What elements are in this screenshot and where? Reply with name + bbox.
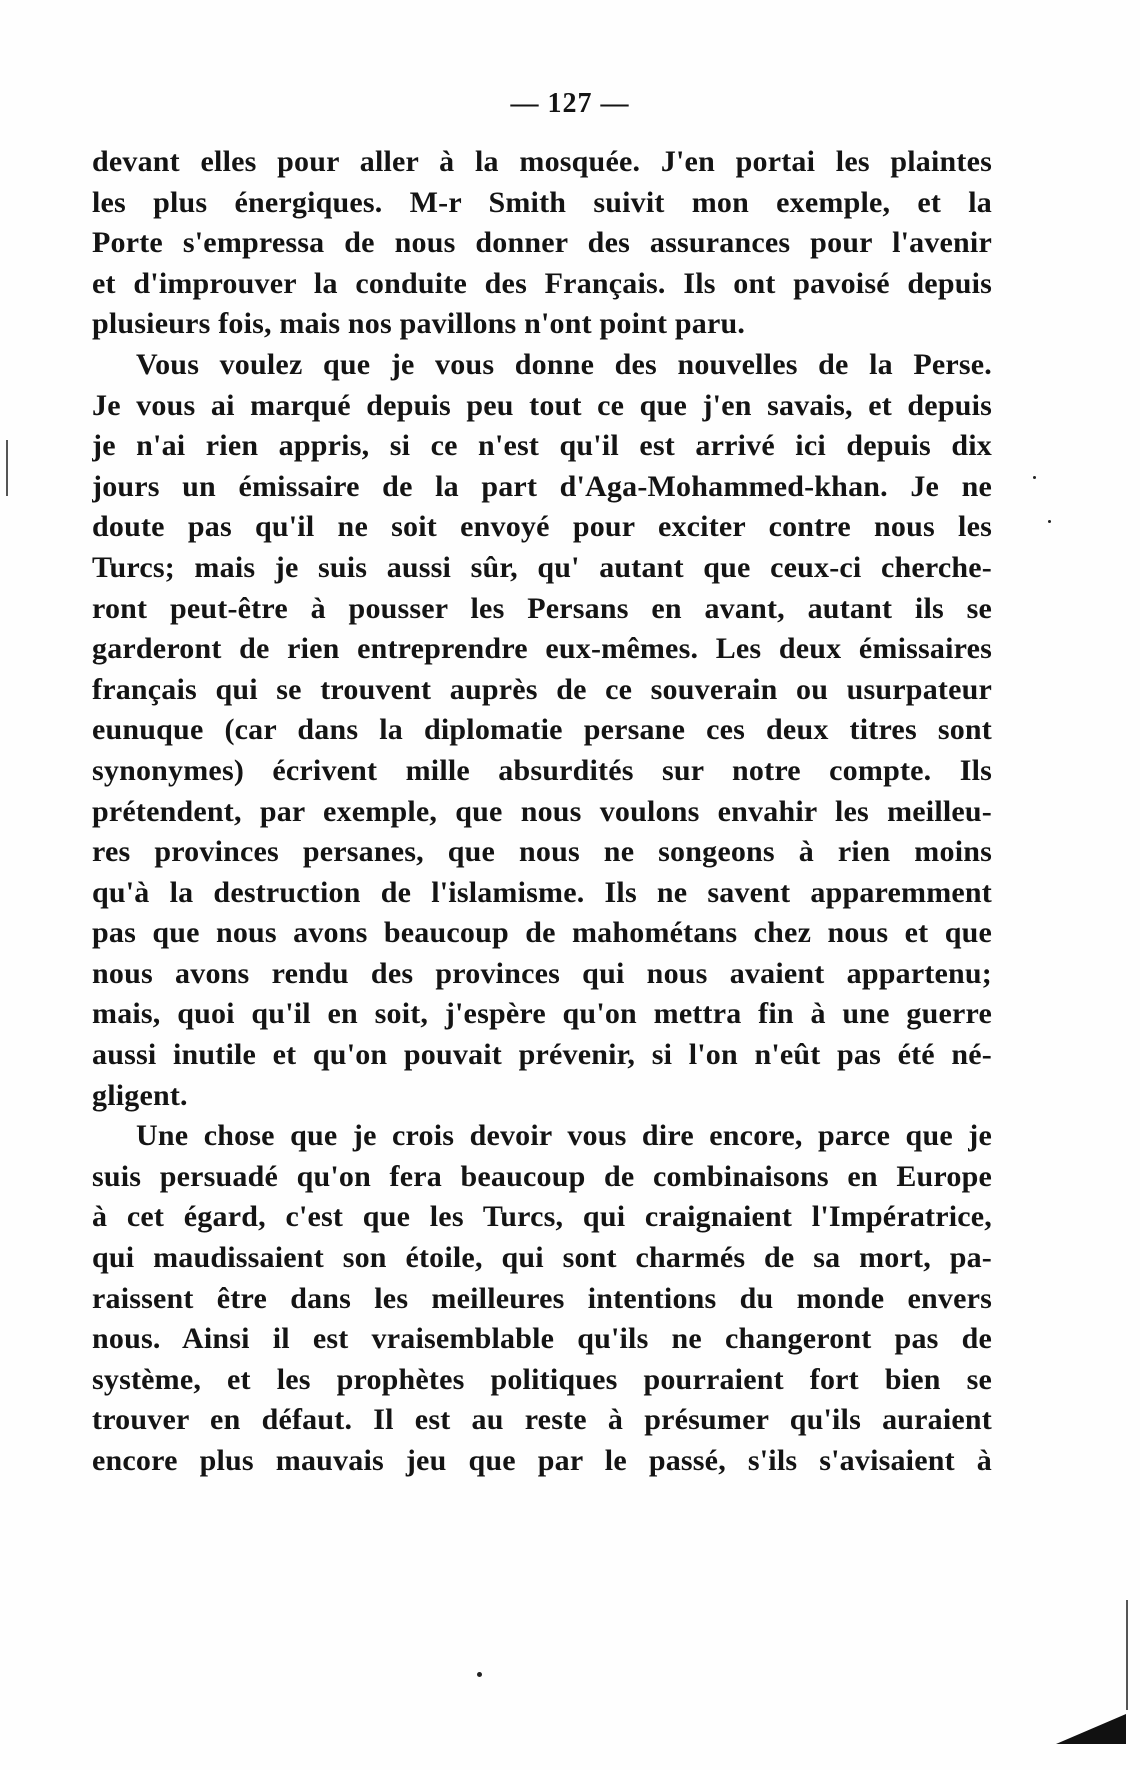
ink-speck [477,1672,482,1677]
text-line: qu'à la destruction de l'islamisme. Ils ne savent apparemment [92,875,992,909]
text-line: jours un émissaire de la part d'Aga-Mohammed-khan. Je ne [92,469,992,503]
body-text [92,142,992,1482]
text-line: prétendent, par exemple, que nous voulons envahir les meilleu- [92,794,992,828]
scan-corner-shadow [1056,1714,1126,1744]
text-line: nous. Ainsi il est vraisemblable qu'ils ne changeront pas de [92,1322,992,1356]
text-line: Vous voulez que je vous donne des nouvelles de la Perse. [136,347,992,381]
text-line: aussi inutile et qu'on pouvait prévenir, si l'on n'eût pas été né- [92,1038,992,1072]
text-line: garderont de rien entreprendre eux-mêmes. Les deux émissaires [92,632,992,666]
text-line: trouver en défaut. Il est au reste à présumer qu'ils auraient [92,1403,992,1437]
text-line: système, et les prophètes politiques pourraient fort bien se [92,1362,992,1396]
text-line: français qui se trouvent auprès de ce souverain ou usurpateur [92,672,992,706]
text-line: raissent être dans les meilleures intentions du monde envers [92,1281,992,1315]
text-line: qui maudissaient son étoile, qui sont charmés de sa mort, pa- [92,1241,992,1275]
ink-speck [1033,476,1036,479]
text-line: ront peut-être à pousser les Persans en avant, autant ils se [92,591,992,625]
text-line: res provinces persanes, que nous ne songeons à rien moins [92,835,992,869]
text-line: devant elles pour aller à la mosquée. J'en portai les plaintes [92,145,992,178]
text-line: Turcs; mais je suis aussi sûr, qu' autant que ceux-ci cherche- [92,550,992,584]
text-line: pas que nous avons beaucoup de mahométans chez nous et que [92,916,992,950]
text-line: encore plus mauvais jeu que par le passé, s'ils s'avisaient à [92,1444,992,1477]
text-line: et d'improuver la conduite des Français. Ils ont pavoisé depuis [92,266,992,300]
text-line: suis persuadé qu'on fera beaucoup de combinaisons en Europe [92,1159,992,1193]
text-line: nous avons rendu des provinces qui nous avaient appartenu; [92,956,992,990]
text-line: synonymes) écrivent mille absurdités sur notre compte. Ils [92,753,992,787]
text-line: gligent. [92,1078,188,1112]
text-line: à cet égard, c'est que les Turcs, qui craignaient l'Impératrice, [92,1200,992,1234]
text-line: Porte s'empressa de nous donner des assurances pour l'avenir [92,226,992,260]
text-line: eunuque (car dans la diplomatie persane ces deux titres sont [92,713,992,747]
text-line: doute pas qu'il ne soit envoyé pour exciter contre nous les [92,510,992,544]
text-line: les plus énergiques. M-r Smith suivit mon exemple, et la [92,185,992,219]
page-number: — 127 — [510,88,630,119]
text-line: mais, quoi qu'il en soit, j'espère qu'on mettra fin à une guerre [92,997,992,1031]
ink-speck [1048,520,1051,523]
text-line: Je vous ai marqué depuis peu tout ce que j'en savais, et depuis [92,388,992,422]
text-line: Une chose que je crois devoir vous dire encore, parce que je [136,1119,992,1153]
text-line: plusieurs fois, mais nos pavillons n'ont point paru. [92,307,746,341]
scan-edge-mark [1126,1600,1128,1710]
text-line: je n'ai rien appris, si ce n'est qu'il est arrivé ici depuis dix [92,429,992,463]
scan-edge-mark [6,440,8,496]
